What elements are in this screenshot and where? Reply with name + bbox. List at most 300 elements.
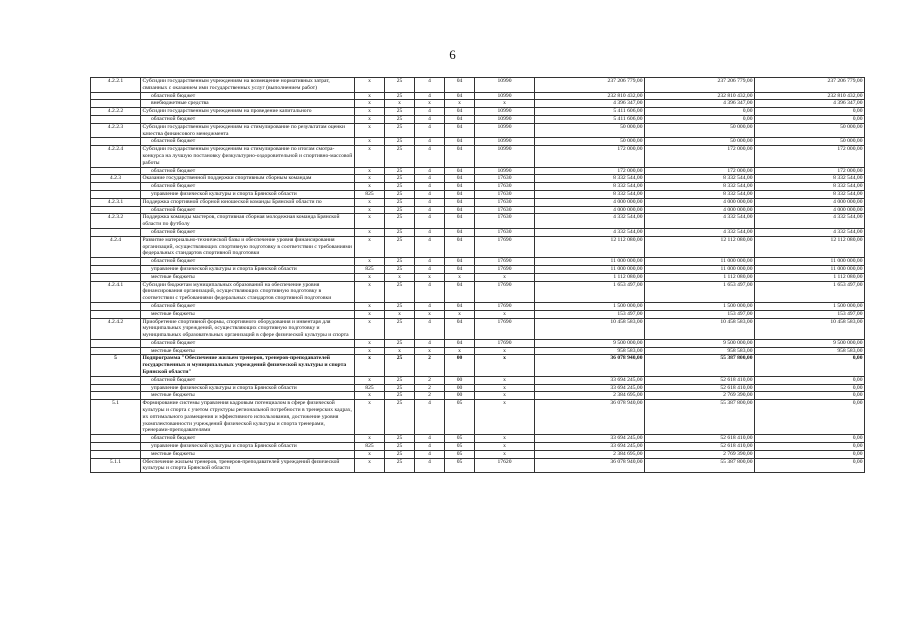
table-row [91, 392, 865, 400]
cell-b: х [385, 347, 415, 355]
cell-b: 25 [385, 392, 415, 400]
table-row [91, 115, 865, 123]
cell-b: 25 [385, 376, 415, 384]
cell-v1: 33 694 245,00 [535, 443, 645, 451]
cell-v1: 10 458 583,00 [535, 318, 645, 339]
cell-d: 05 [445, 435, 475, 443]
cell-c: 4 [415, 138, 445, 146]
cell-v1: 9 500 000,00 [535, 339, 645, 347]
cell-d: 04 [445, 281, 475, 302]
cell-e: 10990 [475, 108, 535, 116]
cell-c: 4 [415, 339, 445, 347]
cell-e: 17630 [475, 228, 535, 236]
cell-c: х [415, 347, 445, 355]
cell-v2: 4 396 347,00 [645, 100, 755, 108]
cell-v3: 0,00 [755, 392, 865, 400]
cell-v3: 153 497,00 [755, 310, 865, 318]
cell-b: х [385, 100, 415, 108]
cell-a: х [355, 100, 385, 108]
cell-v2: 55 387 800,00 [645, 355, 755, 376]
cell-v3: 0,00 [755, 400, 865, 435]
cell-d: 05 [445, 443, 475, 451]
cell-e: х [475, 392, 535, 400]
cell-v2: 0,00 [645, 108, 755, 116]
cell-d: 00 [445, 384, 475, 392]
cell-c: 4 [415, 108, 445, 116]
cell-b: 25 [385, 355, 415, 376]
cell-d: 04 [445, 258, 475, 266]
table-row [91, 273, 865, 281]
cell-v3: 11 000 000,00 [755, 258, 865, 266]
cell-d: 05 [445, 450, 475, 458]
cell-d: 04 [445, 92, 475, 100]
table-row [91, 376, 865, 384]
cell-code [91, 183, 141, 191]
table-row [91, 206, 865, 214]
cell-a: х [355, 355, 385, 376]
cell-d: 04 [445, 175, 475, 183]
cell-b: 25 [385, 206, 415, 214]
cell-v1: 11 000 000,00 [535, 258, 645, 266]
cell-c: 4 [415, 190, 445, 198]
cell-b: 25 [385, 167, 415, 175]
cell-e: 10990 [475, 167, 535, 175]
cell-b: 25 [385, 281, 415, 302]
cell-d: 05 [445, 400, 475, 435]
cell-v3: 237 206 779,00 [755, 78, 865, 93]
cell-b: 25 [385, 265, 415, 273]
cell-v1: 5 411 606,00 [535, 108, 645, 116]
cell-a: 825 [355, 265, 385, 273]
cell-name: Субсидии государственным учреждениям на возмещение нормативных затрат, связанных с оказанием ими государственных услуг (выполнением работ) [141, 78, 355, 93]
cell-v1: 4 000 000,00 [535, 198, 645, 206]
cell-e: 17690 [475, 339, 535, 347]
table-row [91, 123, 865, 138]
cell-code [91, 347, 141, 355]
cell-v1: 8 332 544,00 [535, 190, 645, 198]
cell-a: 825 [355, 384, 385, 392]
cell-b: 25 [385, 400, 415, 435]
cell-c: 4 [415, 443, 445, 451]
cell-v3: 11 000 000,00 [755, 265, 865, 273]
cell-v2: 11 000 000,00 [645, 258, 755, 266]
cell-b: 25 [385, 146, 415, 167]
cell-e: х [475, 100, 535, 108]
cell-v3: 0,00 [755, 443, 865, 451]
cell-v3: 0,00 [755, 115, 865, 123]
cell-v1: 4 332 544,00 [535, 228, 645, 236]
cell-b: 25 [385, 198, 415, 206]
cell-d: х [445, 347, 475, 355]
cell-c: 4 [415, 400, 445, 435]
cell-e: х [475, 376, 535, 384]
cell-e: х [475, 450, 535, 458]
cell-code: 4.2.2.4 [91, 146, 141, 167]
cell-a: х [355, 78, 385, 93]
cell-name: областной бюджет [141, 228, 355, 236]
cell-name: местные бюджеты [141, 310, 355, 318]
cell-code [91, 265, 141, 273]
table-row [91, 265, 865, 273]
cell-v2: 55 387 800,00 [645, 400, 755, 435]
cell-b: 25 [385, 458, 415, 473]
cell-c: 4 [415, 183, 445, 191]
cell-e: х [475, 435, 535, 443]
cell-code: 4.2.3 [91, 175, 141, 183]
cell-name: Субсидии государственным учреждениям на стимулирование по итогам смотра-конкурса на лучшую постановку физкультурно-оздоровительной и спортивно-массовой работы [141, 146, 355, 167]
cell-d: 04 [445, 146, 475, 167]
cell-a: х [355, 318, 385, 339]
cell-d: 04 [445, 138, 475, 146]
cell-d: 05 [445, 458, 475, 473]
cell-c: 4 [415, 146, 445, 167]
cell-code [91, 339, 141, 347]
cell-e: 10990 [475, 146, 535, 167]
cell-name: Поддержка команды мастеров, спортивная сборная молодежная команда Брянской области по футболу [141, 214, 355, 229]
cell-v1: 12 112 080,00 [535, 236, 645, 257]
cell-code [91, 167, 141, 175]
cell-e: х [475, 310, 535, 318]
table-row [91, 167, 865, 175]
cell-d: 04 [445, 318, 475, 339]
budget-table [90, 77, 865, 473]
cell-e: 17630 [475, 183, 535, 191]
table-row [91, 355, 865, 376]
cell-d: 04 [445, 198, 475, 206]
cell-code: 4.2.4 [91, 236, 141, 257]
cell-e: 17690 [475, 302, 535, 310]
cell-name: Развитие материально-технической базы и обеспечение уровня финансирования организаций, осуществляющих спортивную подготовку в соответствии с требованиями федеральных стандартов спортивной подготовки [141, 236, 355, 257]
cell-c: 4 [415, 198, 445, 206]
cell-a: х [355, 108, 385, 116]
cell-code [91, 92, 141, 100]
cell-v3: 232 810 432,00 [755, 92, 865, 100]
cell-e: 17690 [475, 318, 535, 339]
cell-code [91, 258, 141, 266]
cell-code [91, 450, 141, 458]
table-row [91, 318, 865, 339]
cell-v2: 8 332 544,00 [645, 190, 755, 198]
cell-v2: 172 000,00 [645, 167, 755, 175]
cell-a: х [355, 400, 385, 435]
cell-e: 17630 [475, 214, 535, 229]
cell-name: Субсидии государственным учреждениям на проведение капитального [141, 108, 355, 116]
cell-a: х [355, 115, 385, 123]
cell-e: 10990 [475, 115, 535, 123]
cell-c: 4 [415, 450, 445, 458]
table-row [91, 258, 865, 266]
cell-name: управление физической культуры и спорта Брянской области [141, 190, 355, 198]
table-row [91, 100, 865, 108]
cell-v2: 10 458 583,00 [645, 318, 755, 339]
cell-a: х [355, 123, 385, 138]
cell-v3: 8 332 544,00 [755, 183, 865, 191]
cell-code: 5.1.1 [91, 458, 141, 473]
cell-name: областной бюджет [141, 302, 355, 310]
cell-name: Оказание государственной поддержки спортивным сборным командам [141, 175, 355, 183]
cell-v2: 52 618 410,00 [645, 435, 755, 443]
cell-v1: 1 653 497,00 [535, 281, 645, 302]
cell-a: х [355, 175, 385, 183]
cell-v3: 9 500 000,00 [755, 339, 865, 347]
table-row [91, 190, 865, 198]
cell-e: 17690 [475, 236, 535, 257]
cell-name: внебюджетные средства [141, 100, 355, 108]
cell-c: 4 [415, 167, 445, 175]
cell-v3: 4 000 000,00 [755, 206, 865, 214]
cell-b: 25 [385, 183, 415, 191]
cell-code [91, 302, 141, 310]
cell-b: 25 [385, 228, 415, 236]
cell-d: х [445, 100, 475, 108]
cell-d: 04 [445, 167, 475, 175]
page-number: 6 [449, 47, 456, 62]
cell-name: местные бюджеты [141, 347, 355, 355]
cell-c: 4 [415, 206, 445, 214]
table-row [91, 400, 865, 435]
cell-d: 04 [445, 214, 475, 229]
cell-b: 25 [385, 236, 415, 257]
cell-v3: 1 112 080,00 [755, 273, 865, 281]
cell-code [91, 273, 141, 281]
cell-v1: 1 500 000,00 [535, 302, 645, 310]
cell-v3: 0,00 [755, 384, 865, 392]
cell-b: 25 [385, 92, 415, 100]
cell-a: х [355, 310, 385, 318]
table-row [91, 450, 865, 458]
cell-e: 10990 [475, 92, 535, 100]
cell-name: областной бюджет [141, 167, 355, 175]
cell-b: 25 [385, 302, 415, 310]
cell-name: Субсидии бюджетам муниципальных образований на обеспечение уровня финансирования организаций, осуществляющих спортивную подготовку в соответствии с требованиями федеральных стандартов спортивной подготовки [141, 281, 355, 302]
cell-v3: 172 000,00 [755, 167, 865, 175]
cell-v1: 153 497,00 [535, 310, 645, 318]
cell-v3: 4 332 544,00 [755, 214, 865, 229]
cell-c: 2 [415, 355, 445, 376]
cell-v2: 172 000,00 [645, 146, 755, 167]
cell-a: х [355, 273, 385, 281]
cell-v3: 0,00 [755, 108, 865, 116]
cell-d: 04 [445, 190, 475, 198]
cell-a: х [355, 228, 385, 236]
cell-v2: 958 583,00 [645, 347, 755, 355]
cell-e: 17630 [475, 190, 535, 198]
cell-name: Обеспечение жильем тренеров, тренеров-преподавателей учреждений физической культуры и спорта Брянской области [141, 458, 355, 473]
cell-a: 825 [355, 190, 385, 198]
cell-v2: 4 000 000,00 [645, 206, 755, 214]
cell-v2: 237 206 779,00 [645, 78, 755, 93]
cell-e: 17690 [475, 258, 535, 266]
cell-v1: 4 396 347,00 [535, 100, 645, 108]
cell-a: х [355, 339, 385, 347]
cell-a: х [355, 198, 385, 206]
cell-v1: 8 332 544,00 [535, 183, 645, 191]
cell-v2: 1 500 000,00 [645, 302, 755, 310]
cell-b: 25 [385, 339, 415, 347]
cell-v2: 4 332 544,00 [645, 228, 755, 236]
cell-e: 17630 [475, 175, 535, 183]
cell-b: 25 [385, 190, 415, 198]
cell-v3: 8 332 544,00 [755, 175, 865, 183]
cell-c: 4 [415, 318, 445, 339]
cell-code: 5.1 [91, 400, 141, 435]
cell-c: 4 [415, 123, 445, 138]
cell-c: 4 [415, 281, 445, 302]
cell-a: х [355, 258, 385, 266]
cell-v2: 1 653 497,00 [645, 281, 755, 302]
cell-name: областной бюджет [141, 183, 355, 191]
cell-v2: 0,00 [645, 115, 755, 123]
cell-v2: 4 332 544,00 [645, 214, 755, 229]
cell-code: 4.2.2.2 [91, 108, 141, 116]
cell-e: х [475, 384, 535, 392]
cell-c: 4 [415, 214, 445, 229]
cell-b: 25 [385, 443, 415, 451]
cell-c: 4 [415, 302, 445, 310]
cell-v1: 232 810 432,00 [535, 92, 645, 100]
cell-a: х [355, 347, 385, 355]
table-row [91, 146, 865, 167]
cell-v1: 36 078 940,00 [535, 458, 645, 473]
cell-e: х [475, 347, 535, 355]
cell-v2: 8 332 544,00 [645, 175, 755, 183]
table-row [91, 138, 865, 146]
cell-b: 25 [385, 175, 415, 183]
cell-a: х [355, 92, 385, 100]
cell-a: х [355, 183, 385, 191]
cell-b: 25 [385, 214, 415, 229]
cell-b: 25 [385, 435, 415, 443]
cell-e: 10990 [475, 123, 535, 138]
cell-b: 25 [385, 123, 415, 138]
table-row [91, 435, 865, 443]
cell-v2: 232 810 432,00 [645, 92, 755, 100]
cell-v3: 0,00 [755, 458, 865, 473]
cell-v3: 0,00 [755, 376, 865, 384]
table-row [91, 458, 865, 473]
table-row [91, 281, 865, 302]
table-row [91, 236, 865, 257]
cell-v1: 4 332 544,00 [535, 214, 645, 229]
table-row [91, 228, 865, 236]
cell-v1: 2 384 695,00 [535, 392, 645, 400]
cell-code [91, 443, 141, 451]
cell-a: х [355, 138, 385, 146]
cell-v3: 12 112 080,00 [755, 236, 865, 257]
cell-d: 00 [445, 376, 475, 384]
cell-v1: 172 000,00 [535, 167, 645, 175]
cell-code: 4.2.3.2 [91, 214, 141, 229]
cell-name: областной бюджет [141, 206, 355, 214]
table-row [91, 384, 865, 392]
cell-v3: 50 000,00 [755, 138, 865, 146]
cell-v2: 52 618 410,00 [645, 384, 755, 392]
cell-code [91, 435, 141, 443]
table-row [91, 302, 865, 310]
cell-b: х [385, 310, 415, 318]
cell-code [91, 138, 141, 146]
cell-v2: 9 500 000,00 [645, 339, 755, 347]
cell-d: х [445, 310, 475, 318]
cell-d: 04 [445, 206, 475, 214]
cell-v2: 153 497,00 [645, 310, 755, 318]
cell-code [91, 190, 141, 198]
table-row [91, 92, 865, 100]
cell-name: областной бюджет [141, 435, 355, 443]
table-row [91, 347, 865, 355]
cell-code: 4.2.2.3 [91, 123, 141, 138]
cell-v2: 50 000,00 [645, 138, 755, 146]
cell-v3: 0,00 [755, 450, 865, 458]
cell-d: 04 [445, 236, 475, 257]
cell-a: х [355, 392, 385, 400]
cell-c: 4 [415, 78, 445, 93]
cell-v3: 8 332 544,00 [755, 190, 865, 198]
cell-v2: 55 387 800,00 [645, 458, 755, 473]
cell-v1: 958 583,00 [535, 347, 645, 355]
cell-name: Субсидии государственным учреждениям на стимулирование по результатам оценки качества финансового менеджмента [141, 123, 355, 138]
cell-name: областной бюджет [141, 92, 355, 100]
cell-c: 4 [415, 458, 445, 473]
cell-b: 25 [385, 258, 415, 266]
cell-d: 04 [445, 302, 475, 310]
table-row [91, 108, 865, 116]
cell-a: х [355, 376, 385, 384]
cell-v1: 33 694 245,00 [535, 384, 645, 392]
cell-b: 25 [385, 384, 415, 392]
cell-name: Поддержка спортивной сборной юношеской команды Брянской области по [141, 198, 355, 206]
cell-name: Подпрограмма "Обеспечение жильем тренеров, тренеров-преподавателей государственных и муниципальных учреждений физической культуры и спорта Брянской области" [141, 355, 355, 376]
cell-a: х [355, 214, 385, 229]
table-row [91, 183, 865, 191]
cell-code [91, 228, 141, 236]
cell-v1: 8 332 544,00 [535, 175, 645, 183]
cell-v3: 958 583,00 [755, 347, 865, 355]
cell-v1: 2 384 695,00 [535, 450, 645, 458]
cell-c: 4 [415, 258, 445, 266]
cell-v3: 1 500 000,00 [755, 302, 865, 310]
cell-v2: 52 618 410,00 [645, 443, 755, 451]
cell-a: 825 [355, 443, 385, 451]
cell-v1: 11 000 000,00 [535, 265, 645, 273]
cell-v3: 0,00 [755, 435, 865, 443]
cell-c: 4 [415, 435, 445, 443]
cell-c: 4 [415, 115, 445, 123]
cell-a: х [355, 435, 385, 443]
cell-b: 25 [385, 115, 415, 123]
cell-e: 17620 [475, 458, 535, 473]
cell-name: управление физической культуры и спорта Брянской области [141, 265, 355, 273]
table-row [91, 175, 865, 183]
cell-b: 25 [385, 318, 415, 339]
cell-b: 25 [385, 78, 415, 93]
cell-a: х [355, 206, 385, 214]
cell-code [91, 100, 141, 108]
cell-name: областной бюджет [141, 138, 355, 146]
cell-d: 04 [445, 78, 475, 93]
cell-name: областной бюджет [141, 258, 355, 266]
cell-c: 4 [415, 228, 445, 236]
cell-c: 2 [415, 384, 445, 392]
cell-a: х [355, 450, 385, 458]
cell-b: х [385, 273, 415, 281]
cell-a: х [355, 236, 385, 257]
cell-v2: 50 000,00 [645, 123, 755, 138]
cell-code [91, 384, 141, 392]
cell-c: 4 [415, 265, 445, 273]
cell-b: 25 [385, 138, 415, 146]
cell-c: 4 [415, 236, 445, 257]
